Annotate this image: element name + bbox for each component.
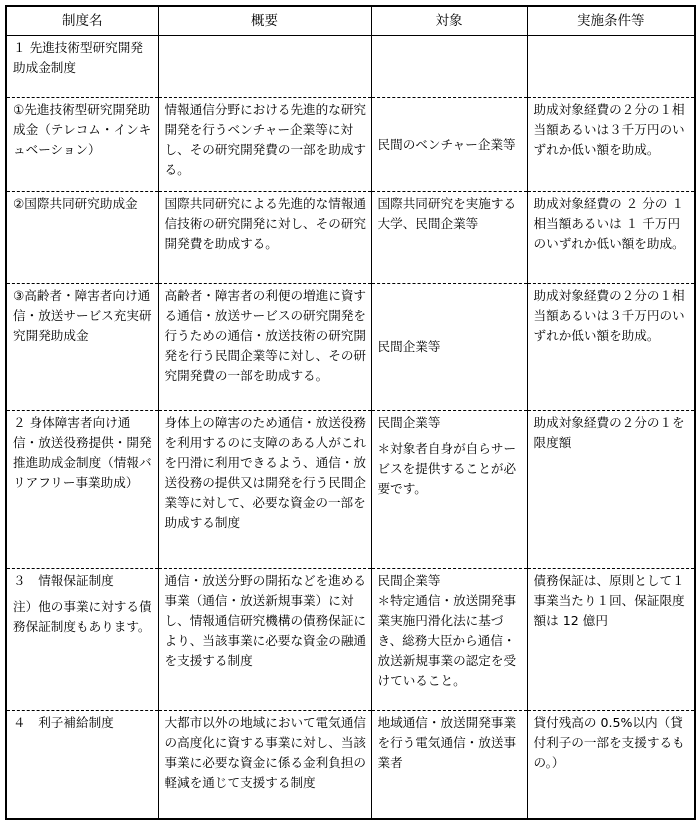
program-overview: 高齢者・障害者の利便の増進に資する通信・放送サービスの研究開発を行うための通信・放送技術の研究開発を行う民間企業等に対し、その研究開発費の一部を助成する。 xyxy=(158,284,371,411)
program-target-note: ＊特定通信・放送開発事業実施円滑化法に基づき、総務大臣から通信・放送新規事業の認定を受けていること。 xyxy=(377,593,517,688)
program-overview: 通信・放送分野の開拓などを進める事業（通信・放送新規事業）に対し、情報通信研究機構の債務保証により、当該事業に必要な資金の融通を支援する制度 xyxy=(158,569,371,711)
header-row xyxy=(6,6,695,36)
program-conditions: 助成対象経費の２分の１相当額あるいは３千万円のいずれか低い額を助成。 xyxy=(527,284,695,411)
program-name: ４ 利子補給制度 xyxy=(6,711,158,819)
program-conditions xyxy=(527,36,695,98)
program-name: １ 先進技術型研究開発助成金制度 xyxy=(6,36,158,98)
table-row xyxy=(6,711,695,819)
table-row xyxy=(6,36,695,98)
table-row xyxy=(6,411,695,569)
program-name: ②国際共同研究助成金 xyxy=(6,192,158,284)
program-name-cell xyxy=(6,569,158,711)
program-target-cell xyxy=(371,411,527,569)
program-target-note: ＊対象者自身が自らサービスを提供することが必要です。 xyxy=(377,441,517,496)
program-name: ２ 身体障害者向け通信・放送役務提供・開発推進助成金制度（情報バリアフリー事業助成） xyxy=(6,411,158,569)
program-target: 民間のベンチャー企業等 xyxy=(371,98,527,192)
program-target xyxy=(371,36,527,98)
programs-table xyxy=(5,5,696,820)
program-name: ③高齢者・障害者向け通信・放送サービス充実研究開発助成金 xyxy=(6,284,158,411)
program-target: 民間企業等 xyxy=(377,415,441,430)
program-overview xyxy=(158,36,371,98)
program-name: ３ 情報保証制度 xyxy=(13,573,114,588)
header-overview: 概要 xyxy=(158,6,371,36)
table-row xyxy=(6,284,695,411)
program-target: 国際共同研究を実施する大学、民間企業等 xyxy=(371,192,527,284)
table-row xyxy=(6,192,695,284)
header-program-name: 制度名 xyxy=(6,6,158,36)
program-overview: 国際共同研究による先進的な情報通信技術の研究開発に対し、その研究開発費を助成する。 xyxy=(158,192,371,284)
header-target: 対象 xyxy=(371,6,527,36)
program-target: 民間企業等 xyxy=(371,284,527,411)
program-name-note: 注）他の事業に対する債務保証制度もあります。 xyxy=(13,599,152,634)
program-conditions: 貸付残高の 0.5%以内（貸付利子の一部を支援するもの。） xyxy=(527,711,695,819)
program-overview: 身体上の障害のため通信・放送役務を利用するのに支障のある人がこれを円滑に利用できるよう、通信・放送役務の提供又は開発を行う民間企業等に対して、必要な資金の一部を助成する制度 xyxy=(158,411,371,569)
program-overview: 情報通信分野における先進的な研究開発を行うベンチャー企業等に対し、その研究開発費の一部を助成する。 xyxy=(158,98,371,192)
program-name: ①先進技術型研究開発助成金（テレコム・インキュベーション） xyxy=(6,98,158,192)
program-conditions: 助成対象経費の２分の１を限度額 xyxy=(527,411,695,569)
program-target: 地域通信・放送開発事業を行う電気通信・放送事業者 xyxy=(371,711,527,819)
program-conditions: 債務保証は、原則として１事業当たり１回、保証限度額は 12 億円 xyxy=(527,569,695,711)
program-overview: 大都市以外の地域において電気通信の高度化に資する事業に対し、当該事業に必要な資金に係る金利負担の軽減を通じて支援する制度 xyxy=(158,711,371,819)
program-target-cell xyxy=(371,569,527,711)
program-conditions: 助成対象経費の ２ 分の １ 相当額あるいは １ 千万円のいずれか低い額を助成。 xyxy=(527,192,695,284)
table-row xyxy=(6,569,695,711)
header-conditions: 実施条件等 xyxy=(527,6,695,36)
table-row xyxy=(6,98,695,192)
program-target: 民間企業等 xyxy=(377,573,441,588)
program-conditions: 助成対象経費の２分の１相当額あるいは３千万円のいずれか低い額を助成。 xyxy=(527,98,695,192)
